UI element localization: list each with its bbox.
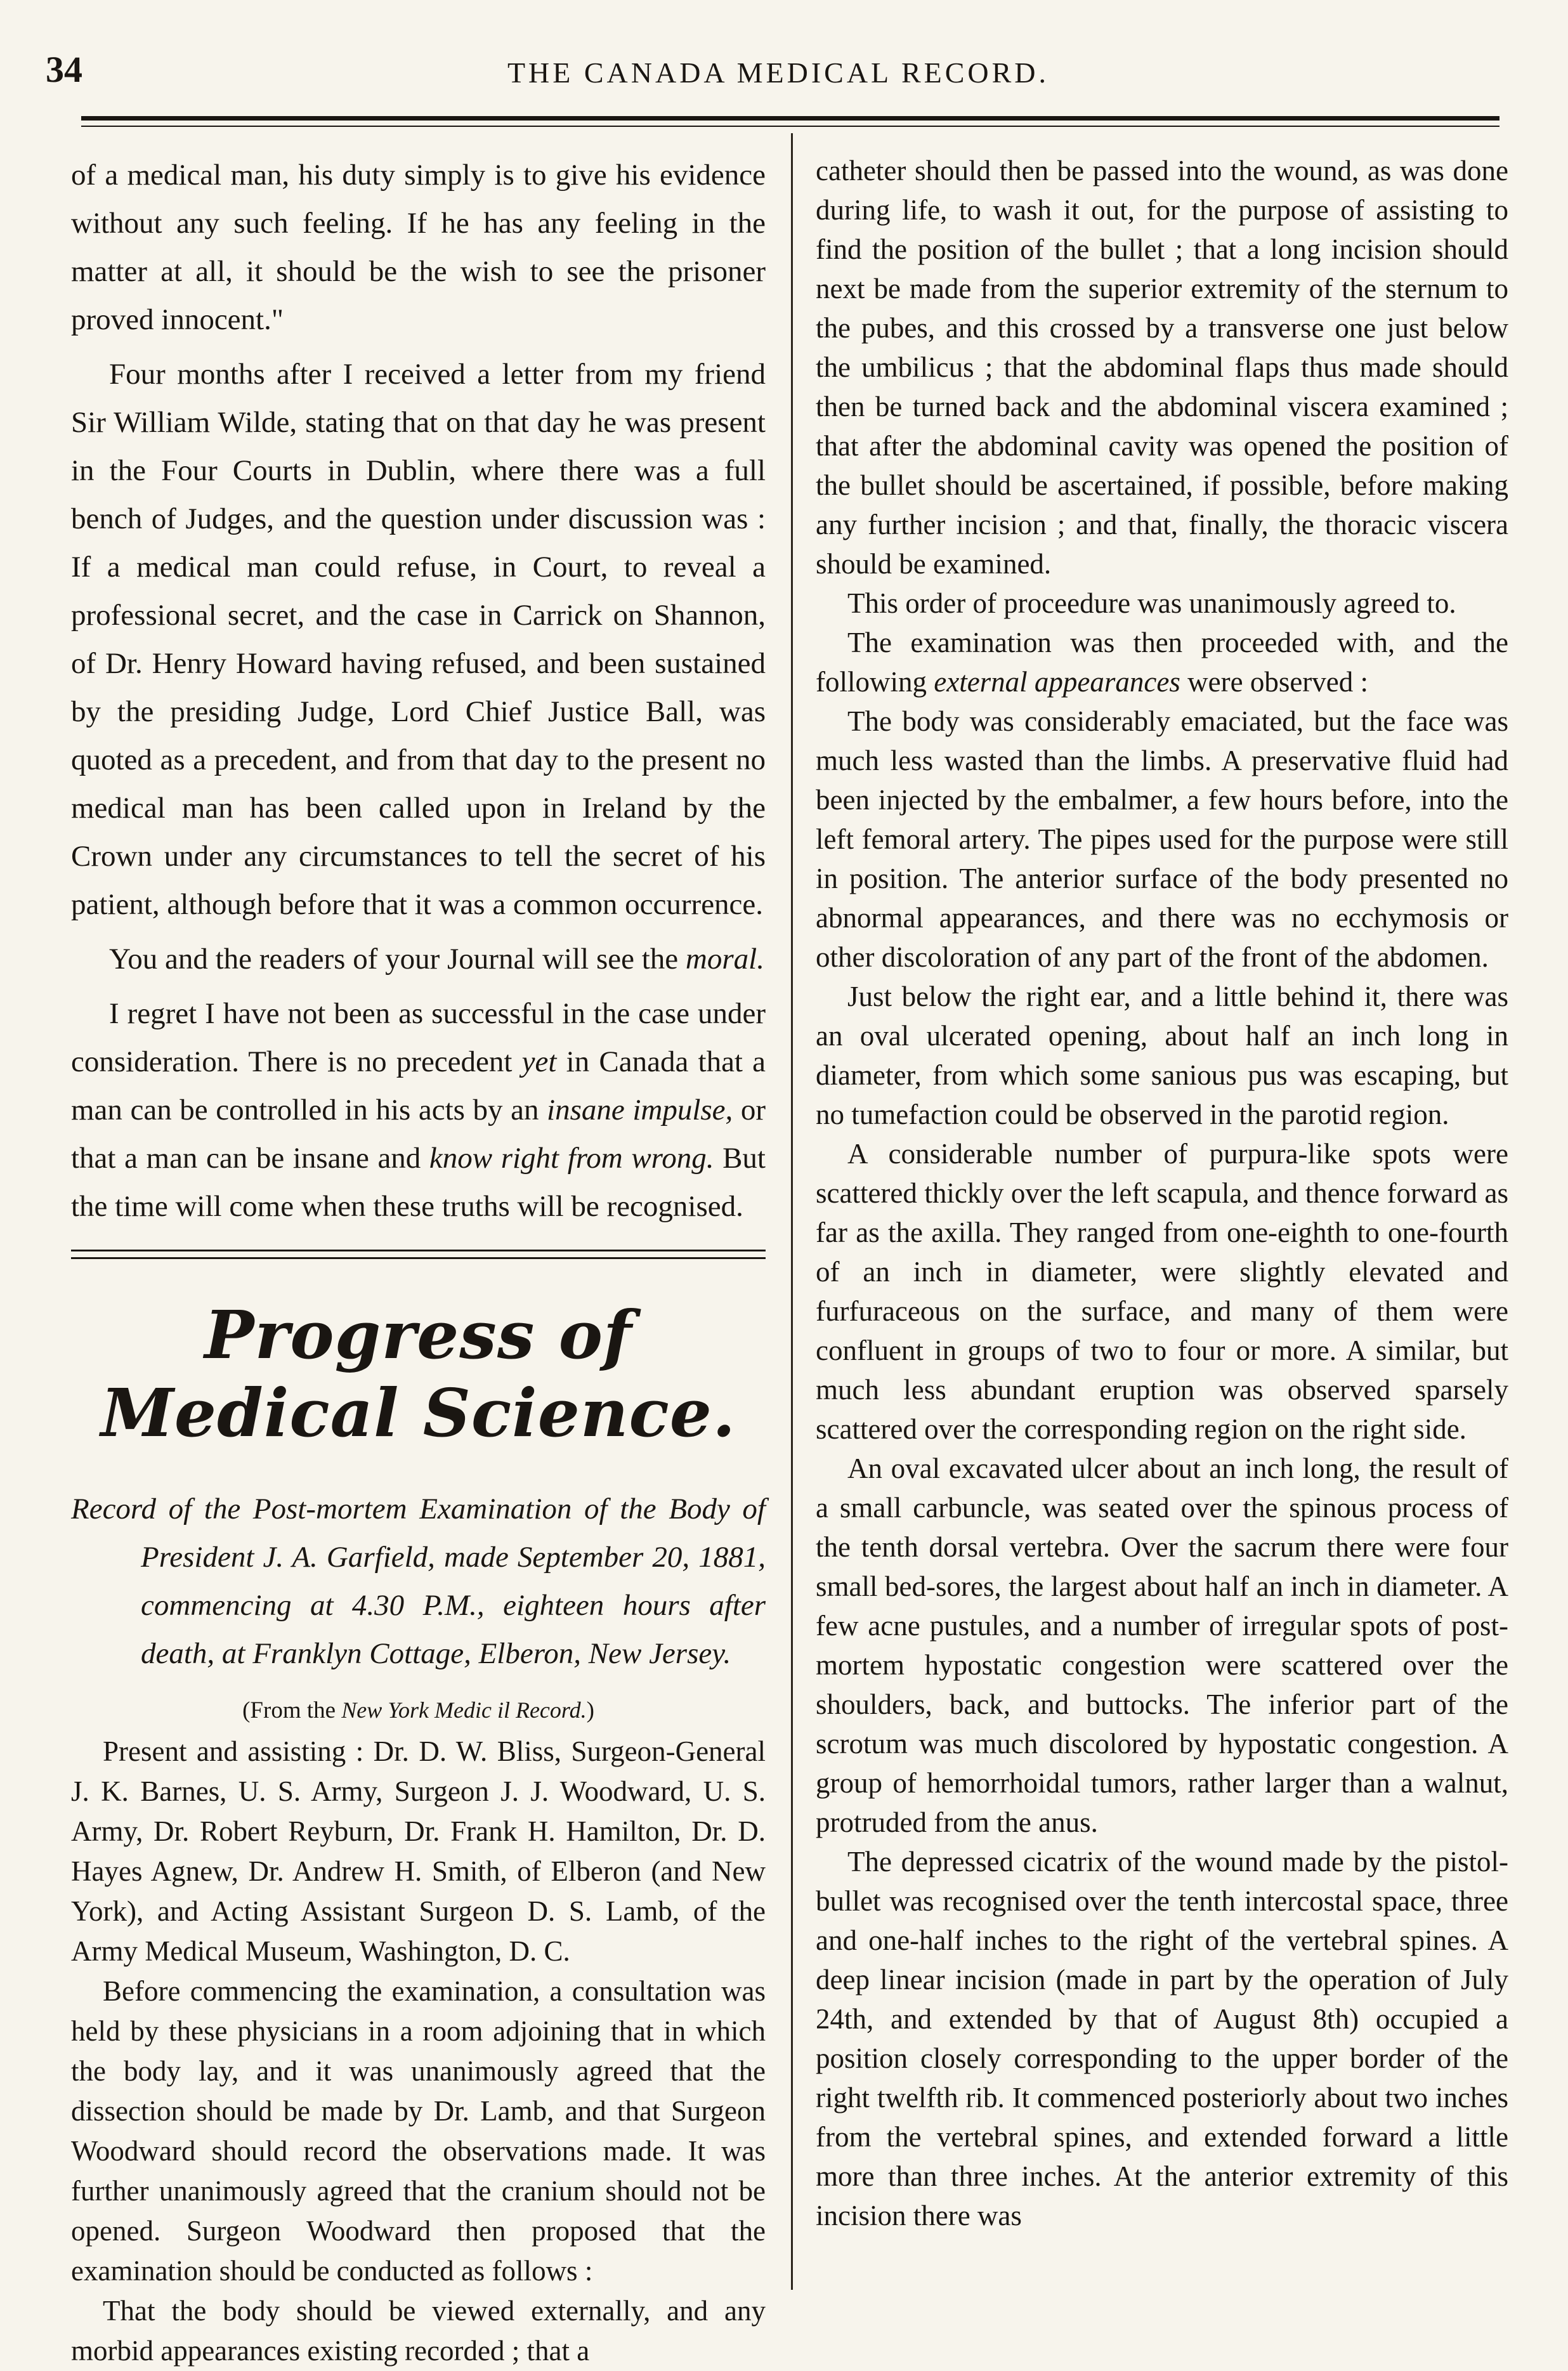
letter-paragraph-2: Four months after I received a letter from my friend Sir William Wilde, stating that on that day he was present in the Four Courts in Dublin, where there was a full bench of Judges, and the question under discussion was : If a medical man could refuse, in Court, to reveal a professional secret, and the case in Carrick on Shannon, of Dr. Henry Howard having refused, and been sustained by the presiding Judge, Lord Chief Justice Ball, was quoted as a precedent, and from that day to the present no medical man has been called upon in Ireland by the Crown under any circumstances to tell the secret of his patient, although before that it was a common occurrence. [71,358,766,921]
section-rule-second [71,1257,766,1259]
letter-paragraph-3-text: You and the readers of your Journal will see the [109,943,679,976]
column-divider [791,133,793,2290]
section-rule [71,1250,766,1251]
page-number: 34 [46,49,82,90]
letter-paragraph-1: of a medical man, his duty simply is to give his evidence without any such feeling. If he has any feeling in the matter at all, it should be the wish to see the prisoner proved innocent." [71,159,766,336]
left-column [71,151,766,2371]
article-paragraph-1: Present and assisting : Dr. D. W. Bliss, Surgeon-General J. K. Barnes, U. S. Army, Surgeon J. J. Woodward, U. S. Army, Dr. Robert Reyburn, Dr. Frank H. Hamilton, Dr. D. Hayes Agnew, Dr. Andrew H. Smith, of Elberon (and New York), and Acting Assistant Surgeon D. S. Lamb, of the Army Medical Museum, Washington, D. C. [71,1735,766,1967]
right-paragraph-4: The body was considerably emaciated, but the face was much less wasted than the limbs. A preservative fluid had been injected by the embalmer, a few hours before, into the left femoral artery. The pipes used for the purpose were still in position. The anterior surface of the body presented no abnormal appearances, and there was no ecchymosis or other discoloration of any part of the front of the abdomen. [816,705,1508,973]
running-head: THE CANADA MEDICAL RECORD. [507,56,1050,89]
section-title: Progress of Medical Science. [100,1296,736,1452]
letter-paragraph-3 [71,935,766,983]
header-rule [81,116,1499,121]
know-right-emphasis: know right from wrong. [429,1142,714,1175]
right-paragraph-1: catheter should then be passed into the wound, as was done during life, to wash it out, for the purpose of assisting to find the position of the bullet ; that a long incision should next be made from the superior extremity of the sternum to the pubes, and this crossed by a transverse one just below the umbilicus ; that the abdominal flaps thus made should then be turned back and the abdominal viscera examined ; that after the abdominal cavity was opened the position of the bullet should be ascertained, if possible, before making any further incision ; and that, finally, the thoracic viscera should be examined. [816,155,1508,580]
insane-impulse-emphasis: insane impulse, [547,1094,733,1127]
article-paragraph-2: Before commencing the examination, a consultation was held by these physicians in a room adjoining that in which the body lay, and it was unanimously agreed that the dissection should be made by Dr. Lamb, and that Surgeon Woodward should record the observations made. It was further unanimously agreed that the cranium should not be opened. Surgeon Woodward then proposed that the examination should be conducted as follows : [71,1975,766,2287]
right-paragraph-5: Just below the right ear, and a little behind it, there was an oval ulcerated opening, about half an inch long in diameter, from which some sanious pus was escaping, but no tumefaction could be observed in the parotid region. [816,981,1508,1130]
right-paragraph-2: This order of proceedure was unanimously agreed to. [847,587,1456,619]
page-header [46,44,1511,95]
yet-emphasis: yet [521,1045,557,1078]
source-line: (From the New York Medic il Record.) [242,1697,594,1723]
source-name: New York Medic il Record. [341,1697,587,1723]
right-column [816,151,1508,2235]
right-paragraph-8: The depressed cicatrix of the wound made by the pistol-bullet was recognised over the tenth intercostal space, three and one-half inches to the right of the vertebral spines. A deep linear incision (made in part by the operation of July 24th, and extended by that of August 8th) occupied a position closely corresponding to the upper border of the right twelfth rib. It commenced posteriorly about two inches from the vertebral spines, and extended forward a little more than three inches. At the anterior extremity of this incision there was [816,1846,1508,2231]
external-appearances-emphasis: external appearances [934,666,1180,698]
letter-paragraph-4: I regret I have not been as successful in the case under consideration. There is no precedent yet in Canada that a man can be controlled in his acts by an insane impulse, or that a man can be insane and know right from wrong. But the time will come when these truths will be recognised. [71,997,766,1223]
article-paragraph-3: That the body should be viewed externally, and any morbid appearances existing recorded ; that a [71,2295,766,2367]
moral-emphasis: moral. [685,943,764,976]
header-rule-thin [81,126,1499,127]
right-paragraph-7: An oval excavated ulcer about an inch long, the result of a small carbuncle, was seated over the spinous process of the tenth dorsal vertebra. Over the sacrum there were four small bed-sores, the largest about half an inch in diameter. A few acne pustules, and a number of irregular spots of post-mortem hypostatic congestion were scattered over the shoulders, back, and buttocks. The inferior part of the scrotum was much discolored by hypostatic congestion. A group of hemorrhoidal tumors, rather larger than a walnut, protruded from the anus. [816,1453,1508,1838]
right-paragraph-6: A considerable number of purpura-like spots were scattered thickly over the left scapula, and thence forward as far as the axilla. They ranged from one-eighth to one-fourth of an inch in diameter, were slightly elevated and furfuraceous on the surface, and many of them were confluent in groups of two to four or more. A similar, but much less abundant eruption was observed sparsely scattered over the corresponding region on the right side. [816,1138,1508,1445]
right-paragraph-3: The examination was then proceeded with, and the following external appearances were observed : [816,627,1508,698]
article-title: Record of the Post-mortem Examination of the Body of President J. A. Garfield, made September 20, 1881, commencing at 4.30 P.M., eighteen hours after death, at Franklyn Cottage, Elberon, New Jersey. [71,1492,766,1670]
